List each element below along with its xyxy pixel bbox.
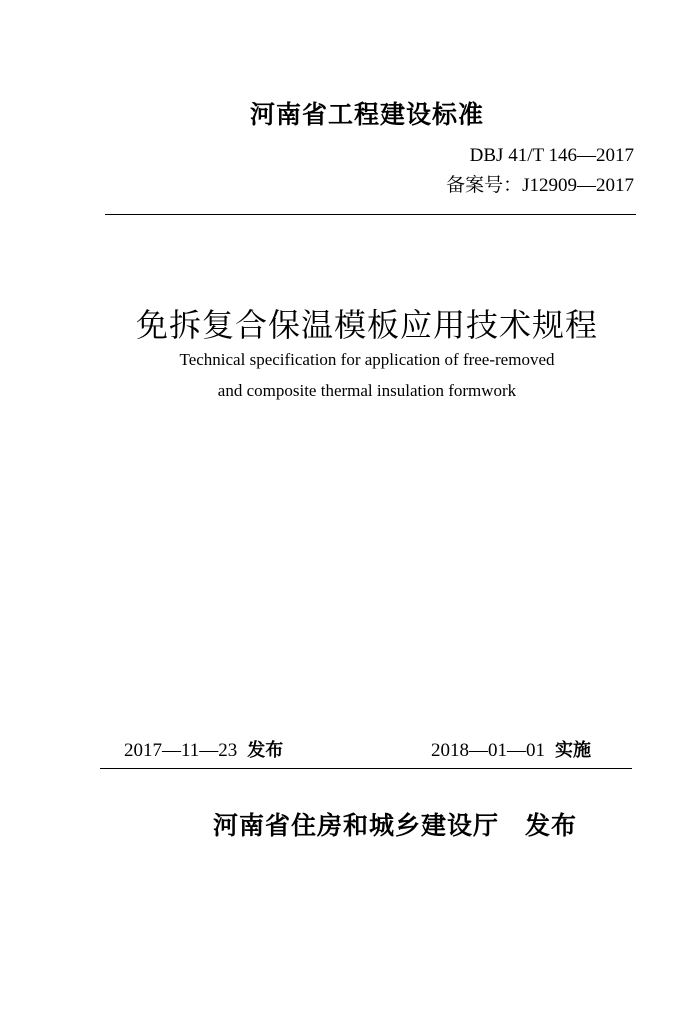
effective-date-line [431,736,591,762]
top-divider [105,214,636,215]
publish-label: 发布 [525,811,578,840]
effective-date: 2018—01—01 [431,740,545,761]
issue-date: 2017—11—23 [124,740,238,761]
document-title-chinese: 免拆复合保温模板应用技术规程 [135,307,598,343]
issue-label: 发布 [247,740,284,761]
effective-label: 实施 [555,740,591,761]
document-title-english-line-2: and composite thermal insulation formwork [217,381,517,400]
publisher-name: 河南省住房和城乡建设厅 [213,811,500,840]
publisher-line [213,806,577,842]
issue-date-line [124,736,283,762]
standard-category-heading: 河南省工程建设标准 [249,100,484,129]
standard-code: DBJ 41/T 146—2017 [469,145,634,166]
filing-number: 备案号：J12909—2017 [446,175,634,196]
document-title-english-line-1: Technical specification for application of free-removed [179,350,555,369]
bottom-divider [100,768,632,769]
